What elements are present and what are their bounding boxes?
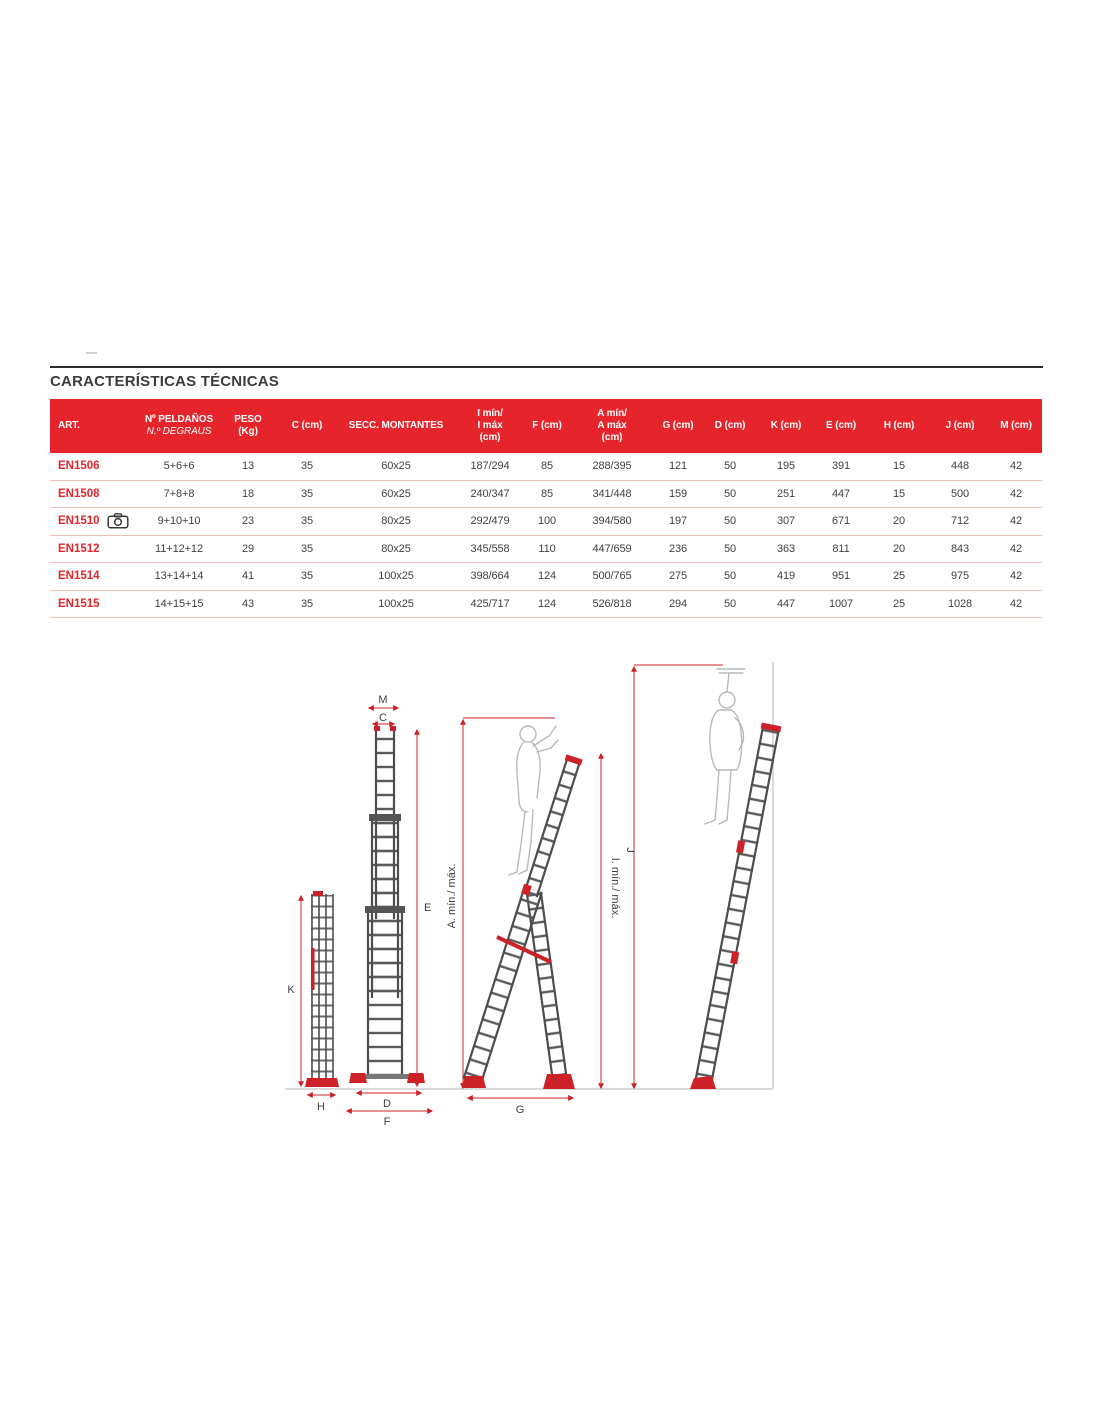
cell-peldanos: 13+14+14 [154, 570, 204, 583]
stepladder-diagram [446, 718, 583, 1116]
col-header-text: SECC. MONTANTES [348, 420, 444, 432]
cell-d: 50 [723, 597, 737, 610]
cell-c: 35 [300, 597, 314, 610]
article-code-cell [50, 488, 140, 500]
cell-peso: 41 [241, 570, 255, 583]
cell-d: 50 [723, 542, 737, 555]
cell-i: 292/479 [470, 515, 510, 528]
col-header-text: H (cm) [883, 420, 915, 432]
col-header-text: D (cm) [714, 420, 746, 432]
dimension-label-D: D [383, 1098, 391, 1110]
col-header-text: I mín/ [477, 408, 503, 420]
cell-k: 195 [776, 460, 796, 473]
cell-d: 50 [723, 515, 737, 528]
article-code: EN1512 [58, 542, 100, 555]
col-header-h [868, 399, 930, 453]
scan-artifact-mark [86, 352, 97, 354]
ladder-dimension-diagrams [275, 648, 795, 1145]
cell-c: 35 [300, 515, 314, 528]
cell-secc: 60x25 [381, 460, 411, 473]
stepladder-front-leg [462, 886, 542, 1085]
col-header-m [990, 399, 1042, 453]
cell-g: 121 [668, 460, 688, 473]
article-code: EN1508 [58, 487, 100, 500]
table-row [50, 591, 1042, 619]
cell-k: 307 [776, 515, 796, 528]
cell-i: 187/294 [470, 460, 510, 473]
cell-i: 345/558 [470, 542, 510, 555]
col-header-text: G (cm) [662, 420, 694, 432]
col-header-text: C (cm) [291, 420, 323, 432]
article-code-cell [50, 543, 140, 555]
extended-top-cap [390, 726, 396, 731]
dimension-label-F: F [383, 1116, 391, 1128]
dimension-label-K: K [287, 984, 295, 996]
col-header-text: E (cm) [826, 420, 856, 432]
stepladder-extension-section [521, 754, 583, 899]
cell-j: 843 [950, 542, 970, 555]
cell-f: 124 [537, 597, 557, 610]
cell-secc: 80x25 [381, 515, 411, 528]
article-code-cell [50, 570, 140, 582]
cell-e: 1007 [828, 597, 854, 610]
cell-f: 85 [540, 487, 554, 500]
cell-c: 35 [300, 460, 314, 473]
dimension-label-I-min-max: I. mín./ máx. [609, 857, 621, 919]
cell-j: 500 [950, 487, 970, 500]
cell-m: 42 [1009, 460, 1023, 473]
cell-g: 236 [668, 542, 688, 555]
article-code-cell [50, 460, 140, 472]
dimension-label-M: M [378, 694, 388, 706]
cell-m: 42 [1009, 597, 1023, 610]
col-header-text: ART. [58, 420, 80, 432]
cell-h: 15 [892, 487, 906, 500]
cell-g: 197 [668, 515, 688, 528]
dimension-label-C: C [379, 712, 387, 724]
cell-e: 447 [831, 487, 851, 500]
cell-peldanos: 11+12+12 [155, 542, 203, 555]
cell-k: 419 [776, 570, 796, 583]
cell-k: 447 [776, 597, 796, 610]
cell-i: 398/664 [470, 570, 510, 583]
cell-a: 526/818 [592, 597, 632, 610]
closed-ladder-diagram [287, 891, 339, 1113]
table-row [50, 563, 1042, 591]
col-header-text: F (cm) [532, 420, 562, 432]
worker-figure [705, 669, 745, 824]
col-header-text: (cm) [479, 431, 501, 443]
col-header-g [654, 399, 702, 453]
col-header-f [524, 399, 570, 453]
col-header-text: (cm) [601, 431, 623, 443]
cell-m: 42 [1009, 487, 1023, 500]
col-header-e [814, 399, 868, 453]
dimension-label-J: J [624, 847, 636, 853]
extended-top-cap [374, 726, 380, 731]
leaning-ladder-diagram [601, 665, 782, 1089]
cell-g: 159 [668, 487, 688, 500]
col-header-peso [218, 399, 278, 453]
cell-m: 42 [1009, 542, 1023, 555]
cell-peldanos: 5+6+6 [163, 460, 195, 473]
col-header-text: (Kg) [238, 426, 258, 437]
extended-top-section [375, 729, 395, 919]
cell-d: 50 [723, 570, 737, 583]
article-code-cell [50, 598, 140, 610]
cell-d: 50 [723, 487, 737, 500]
diagrams-canvas [275, 648, 795, 1140]
cell-f: 110 [538, 542, 556, 555]
cell-e: 951 [831, 570, 851, 583]
cell-h: 20 [892, 542, 906, 555]
cell-peso: 29 [241, 542, 255, 555]
table-row [50, 508, 1042, 536]
col-header-i [456, 399, 524, 453]
cell-a: 341/448 [592, 487, 632, 500]
cell-g: 294 [668, 597, 688, 610]
cell-k: 251 [776, 487, 796, 500]
cell-g: 275 [668, 570, 688, 583]
table-row [50, 453, 1042, 481]
closed-ladder-top-cap [313, 891, 323, 896]
col-header-a [570, 399, 654, 453]
camera-icon [107, 513, 129, 529]
col-header-j [930, 399, 990, 453]
extended-ladder-diagram [347, 694, 432, 1128]
cell-j: 1028 [947, 597, 973, 610]
cell-peldanos: 9+10+10 [157, 515, 201, 528]
dimension-label-H: H [317, 1101, 325, 1113]
cell-i: 240/347 [470, 487, 510, 500]
cell-a: 447/659 [592, 542, 632, 555]
cell-a: 500/765 [592, 570, 632, 583]
article-code: EN1514 [58, 570, 100, 583]
leaning-ladder-foot [690, 1076, 716, 1089]
col-header-c [278, 399, 336, 453]
col-header-text: M (cm) [1000, 420, 1032, 432]
cell-peso: 13 [241, 460, 255, 473]
cell-secc: 100x25 [378, 597, 414, 610]
article-code: EN1515 [58, 597, 100, 610]
section-title: CARACTERÍSTICAS TÉCNICAS [50, 366, 1043, 390]
section-clamp [365, 906, 405, 913]
col-header-subtext: N.º DEGRAUS [146, 426, 212, 437]
col-header-k [758, 399, 814, 453]
technical-specs-table [50, 399, 1042, 618]
col-header-text: I máx [477, 420, 503, 432]
cell-c: 35 [300, 542, 314, 555]
table-row [50, 481, 1042, 509]
closed-ladder-red-strip [311, 948, 315, 990]
cell-c: 35 [300, 570, 314, 583]
cell-h: 20 [892, 515, 906, 528]
cell-secc: 100x25 [378, 570, 414, 583]
col-header-text: J (cm) [945, 420, 975, 432]
cell-peso: 18 [241, 487, 255, 500]
cell-j: 975 [950, 570, 970, 583]
cell-a: 394/580 [592, 515, 632, 528]
table-header-row [50, 399, 1042, 453]
col-header-secc-montantes [336, 399, 456, 453]
cell-e: 391 [831, 460, 851, 473]
cell-peldanos: 7+8+8 [163, 487, 195, 500]
article-code: EN1506 [58, 460, 100, 473]
cell-secc: 60x25 [381, 487, 411, 500]
cell-m: 42 [1009, 570, 1023, 583]
col-header-text: A mín/ [597, 408, 627, 420]
cell-peldanos: 14+15+15 [154, 597, 204, 610]
col-header-text: A máx [597, 420, 627, 432]
cell-c: 35 [300, 487, 314, 500]
col-header-art [50, 399, 140, 453]
stabilizer-foot-right [407, 1073, 425, 1083]
cell-peso: 23 [241, 515, 255, 528]
col-header-text: K (cm) [770, 420, 802, 432]
dimension-label-G: G [515, 1104, 525, 1116]
cell-f: 124 [537, 570, 557, 583]
cell-f: 100 [537, 515, 557, 528]
cell-j: 712 [950, 515, 970, 528]
stepladder-rear-foot [543, 1074, 575, 1089]
dimension-label-E: E [424, 902, 432, 914]
dimension-label-A-min-max: A. mín./ máx. [446, 863, 458, 929]
cell-h: 15 [892, 460, 906, 473]
section-clamp [369, 814, 401, 821]
table-row [50, 536, 1042, 564]
article-code: EN1510 [58, 515, 100, 528]
col-header-text: PESO [234, 414, 262, 426]
cell-h: 25 [892, 570, 906, 583]
cell-i: 425/717 [470, 597, 510, 610]
col-header-d [702, 399, 758, 453]
cell-d: 50 [723, 460, 737, 473]
cell-f: 85 [540, 460, 554, 473]
cell-e: 671 [831, 515, 851, 528]
cell-peso: 43 [241, 597, 255, 610]
article-code-cell [50, 513, 140, 529]
cell-secc: 80x25 [381, 542, 411, 555]
stabilizer-foot-left [349, 1073, 367, 1083]
cell-a: 288/395 [592, 460, 632, 473]
leaning-ladder-body [692, 722, 782, 1086]
closed-ladder-foot [305, 1078, 339, 1087]
col-header-peldanos [140, 399, 218, 453]
col-header-text: Nº PELDAÑOS [144, 414, 214, 426]
cell-j: 448 [950, 460, 970, 473]
stepladder-front-foot [462, 1076, 486, 1088]
cell-k: 363 [776, 542, 796, 555]
cell-e: 811 [832, 542, 850, 555]
cell-h: 25 [892, 597, 906, 610]
cell-m: 42 [1009, 515, 1023, 528]
